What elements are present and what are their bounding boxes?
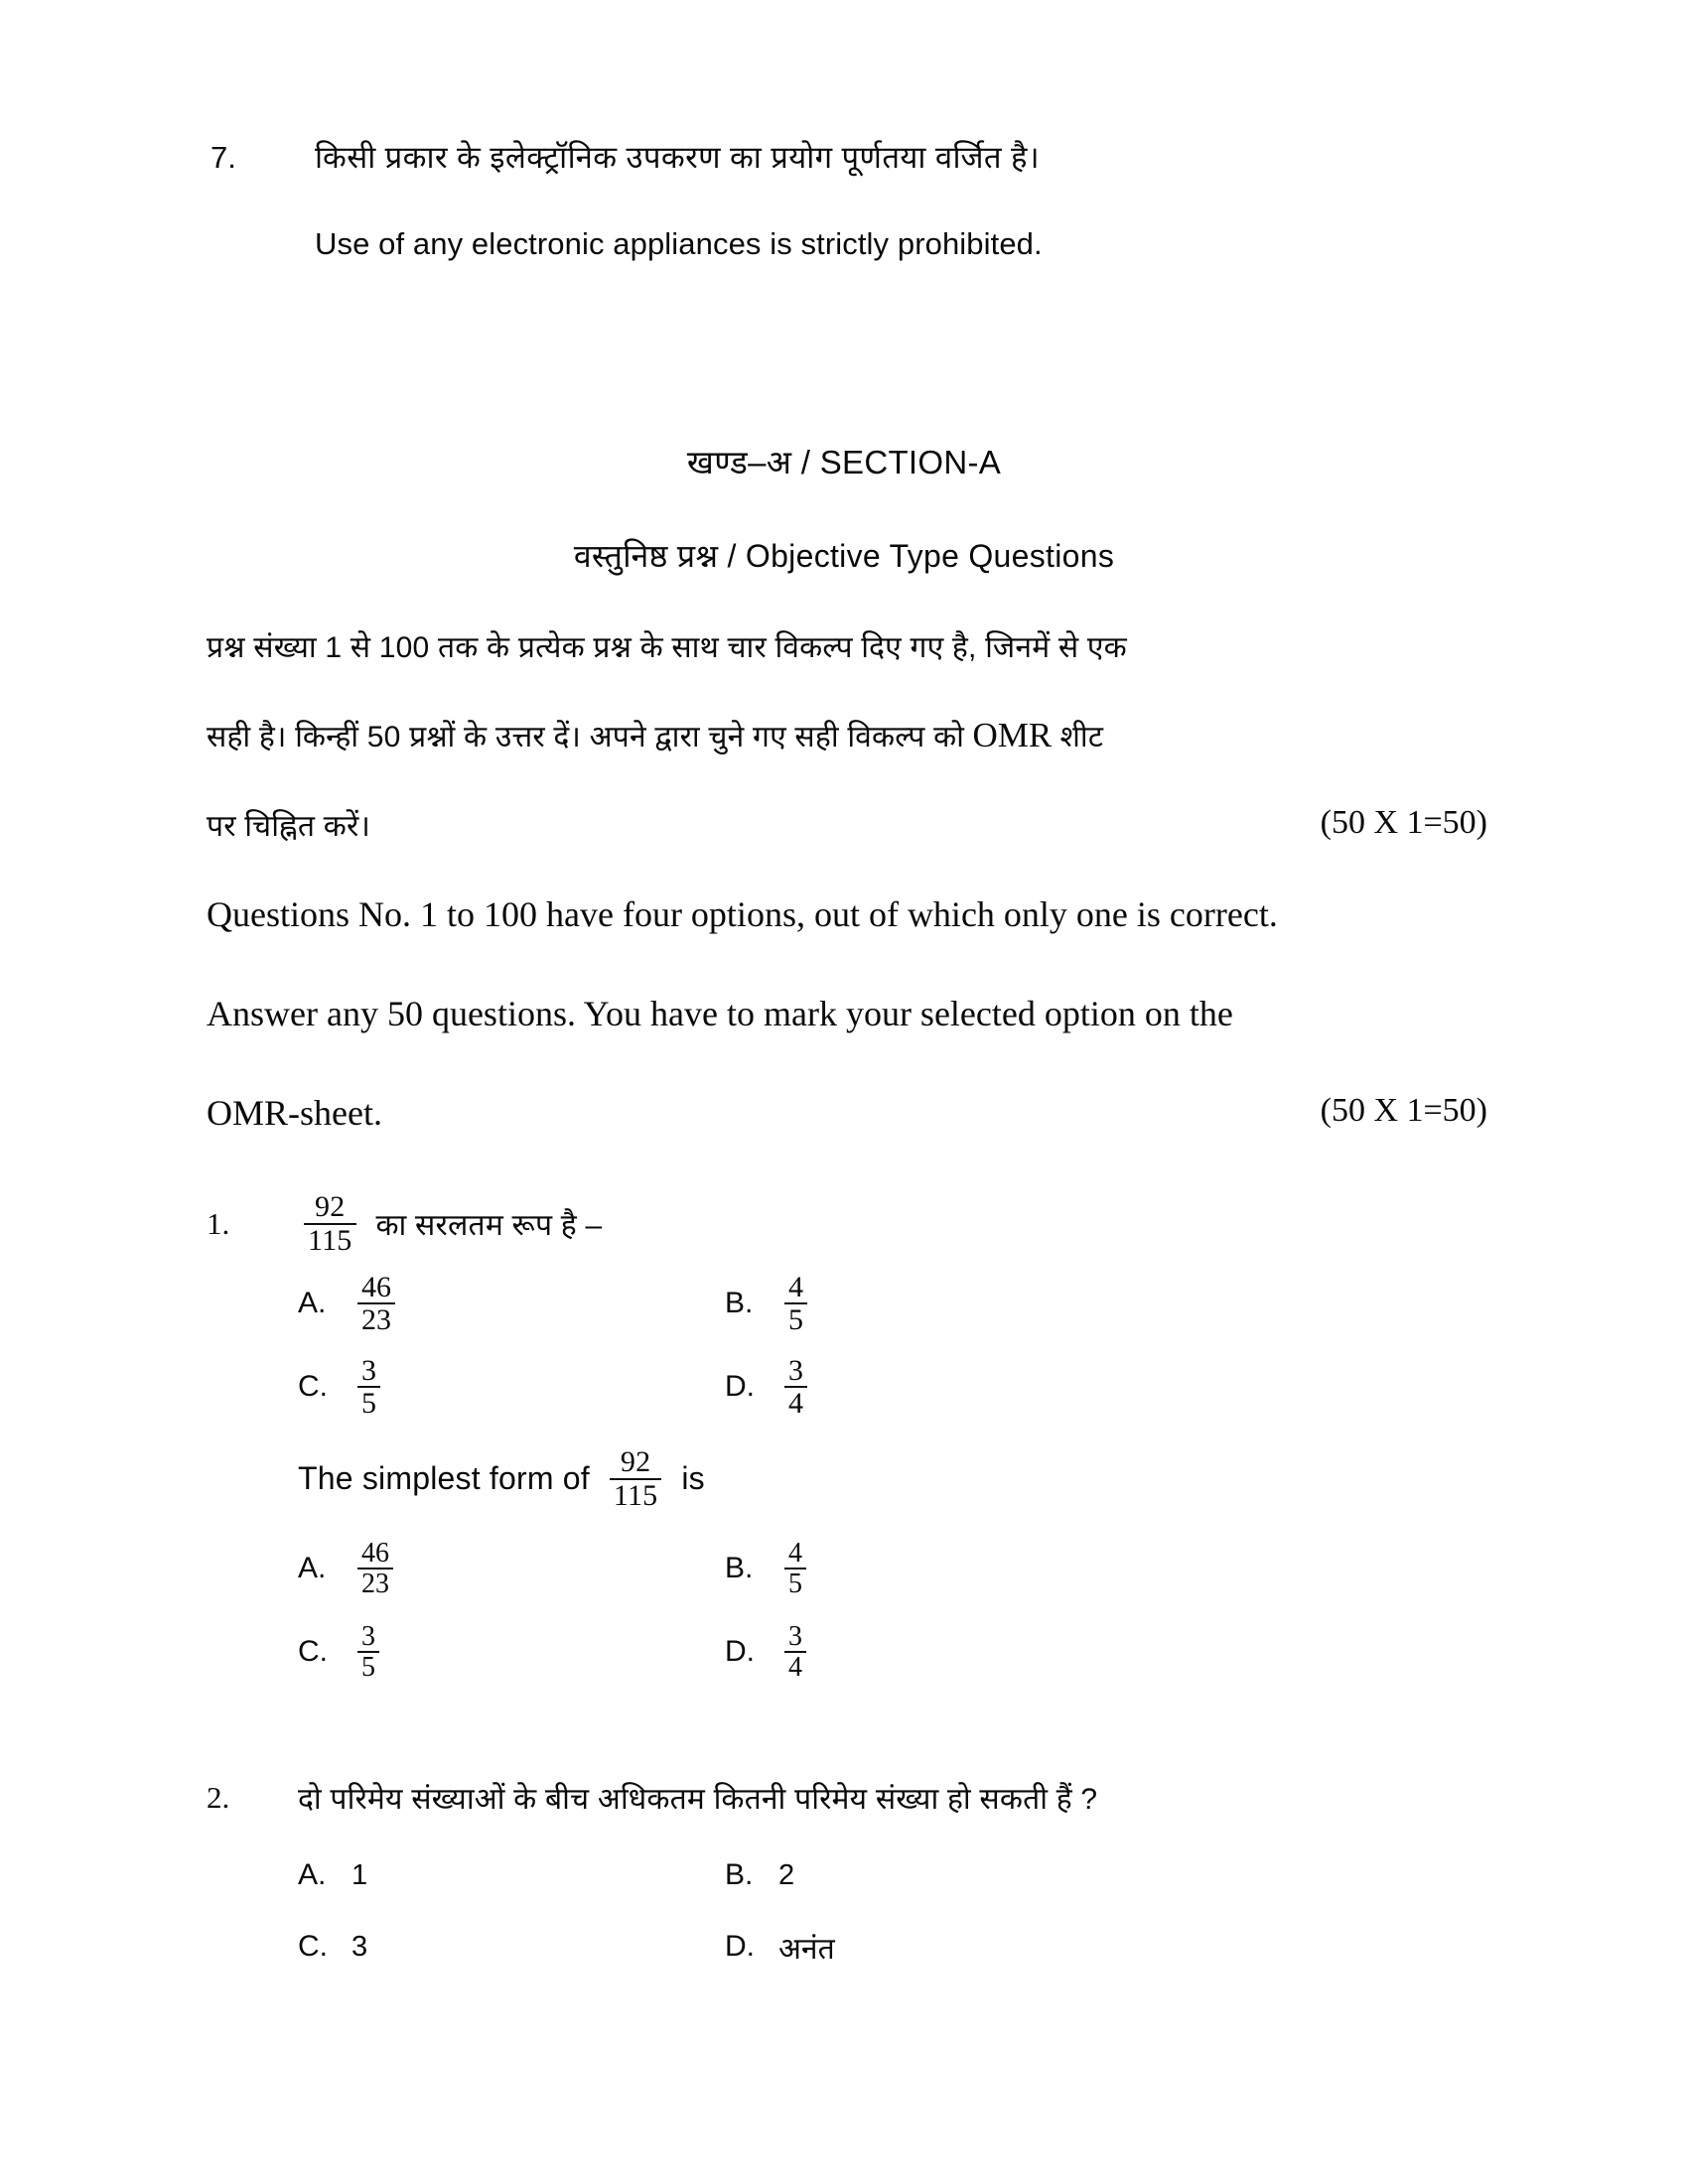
rule-7-english-text: Use of any electronic appliances is strictly prohibited. bbox=[315, 225, 1043, 261]
fraction-numerator: 92 bbox=[315, 1190, 346, 1223]
fraction-denominator: 23 bbox=[357, 1568, 393, 1598]
option-b[interactable] bbox=[725, 1262, 1152, 1345]
english-instruction-marks: (50 X 1=50) bbox=[1320, 1092, 1487, 1129]
option-d-label: D. bbox=[725, 1370, 755, 1403]
option-a[interactable] bbox=[298, 1840, 725, 1911]
fraction-numerator: 4 bbox=[788, 1270, 803, 1303]
question-2-hindi-text: दो परिमेय संख्याओं के बीच अधिकतम कितनी परिमेय संख्या हो सकती हैं ? bbox=[298, 1783, 1098, 1816]
question-1-hindi-options bbox=[298, 1262, 1497, 1429]
option-a-fraction bbox=[357, 1539, 393, 1599]
hindi-instruction-line-2 bbox=[207, 715, 1487, 804]
question-1-number: 1. bbox=[207, 1205, 230, 1241]
option-a-label: A. bbox=[298, 1552, 327, 1584]
option-d-fraction bbox=[784, 1622, 806, 1683]
english-instruction-line-2 bbox=[207, 993, 1487, 1092]
hindi-instruction-line-2-text-a: सही है। किन्हीं 50 प्रश्नों के उत्तर दें। अपने द्वारा चुने गए सही विकल्प को bbox=[207, 721, 965, 753]
fraction-numerator: 3 bbox=[361, 1620, 375, 1652]
question-1-hindi-suffix: का सरलतम रूप है – bbox=[375, 1209, 603, 1242]
english-instruction-line-1-text: Questions No. 1 to 100 have four options, out of which only one is correct. bbox=[207, 894, 1278, 934]
option-b[interactable] bbox=[725, 1527, 1152, 1610]
hindi-instruction-line-2-text-b: शीट bbox=[1059, 721, 1104, 753]
option-a-fraction bbox=[357, 1272, 395, 1336]
option-d[interactable] bbox=[725, 1911, 1152, 1982]
fraction-denominator: 4 bbox=[784, 1651, 806, 1682]
option-b-fraction bbox=[784, 1539, 806, 1599]
fraction-denominator: 5 bbox=[357, 1386, 380, 1420]
option-b-label: B. bbox=[725, 1287, 754, 1319]
english-instructions bbox=[207, 893, 1487, 1191]
fraction-denominator: 115 bbox=[610, 1478, 662, 1512]
option-b-label: B. bbox=[725, 1858, 754, 1891]
option-c[interactable] bbox=[298, 1610, 725, 1694]
fraction-denominator: 4 bbox=[784, 1386, 807, 1420]
hindi-instruction-line-3-text: पर चिह्नित करें। bbox=[207, 810, 371, 843]
option-c-value: 3 bbox=[352, 1930, 368, 1963]
question-1-english-suffix: is bbox=[681, 1460, 705, 1496]
hindi-instruction-line-1-text: प्रश्न संख्या 1 से 100 तक के प्रत्येक प्रश्न के साथ चार विकल्प दिए गए है, जिनमें से एक bbox=[207, 631, 1127, 664]
option-d-label: D. bbox=[725, 1930, 755, 1963]
option-c-fraction bbox=[357, 1355, 380, 1420]
option-c-label: C. bbox=[298, 1930, 328, 1963]
option-a-label: A. bbox=[298, 1858, 327, 1891]
question-1-hindi-fraction bbox=[304, 1191, 356, 1256]
question-1-english-text bbox=[298, 1446, 705, 1511]
option-c[interactable] bbox=[298, 1345, 725, 1429]
question-2-hindi-options bbox=[298, 1840, 1497, 1982]
rule-7-number: 7. bbox=[211, 140, 236, 175]
question-1-hindi-stem bbox=[207, 1191, 1497, 1256]
option-b-value: 2 bbox=[778, 1858, 795, 1891]
fraction-denominator: 115 bbox=[304, 1223, 356, 1257]
rule-7-hindi-row bbox=[211, 139, 1491, 178]
option-d[interactable] bbox=[725, 1345, 1152, 1429]
option-a[interactable] bbox=[298, 1527, 725, 1610]
fraction-numerator: 46 bbox=[361, 1270, 391, 1303]
question-2-number: 2. bbox=[207, 1779, 230, 1815]
option-c-label: C. bbox=[298, 1370, 328, 1403]
option-c-fraction bbox=[357, 1622, 379, 1683]
question-2 bbox=[207, 1777, 1497, 1982]
fraction-numerator: 3 bbox=[788, 1620, 802, 1652]
hindi-instruction-line-3 bbox=[207, 804, 1487, 893]
fraction-numerator: 3 bbox=[361, 1353, 376, 1387]
question-1-hindi-text bbox=[298, 1191, 602, 1256]
english-instruction-line-1 bbox=[207, 893, 1487, 993]
option-d-label: D. bbox=[725, 1635, 755, 1668]
option-a-label: A. bbox=[298, 1287, 327, 1319]
question-1-english-stem bbox=[207, 1446, 1497, 1511]
rule-7-hindi-text: किसी प्रकार के इलेक्ट्रॉनिक उपकरण का प्रयोग पूर्णतया वर्जित है। bbox=[315, 140, 1041, 175]
fraction-numerator: 46 bbox=[361, 1537, 389, 1569]
question-1-english-fraction bbox=[610, 1446, 662, 1511]
question-1-english-options bbox=[298, 1527, 1497, 1694]
option-c[interactable] bbox=[298, 1911, 725, 1982]
question-1 bbox=[207, 1191, 1497, 1694]
objective-type-heading: वस्तुनिष्ठ प्रश्न / Objective Type Questions bbox=[573, 538, 1115, 574]
fraction-denominator: 5 bbox=[784, 1302, 807, 1336]
hindi-instructions bbox=[207, 625, 1487, 893]
option-b[interactable] bbox=[725, 1840, 1152, 1911]
english-instruction-line-3 bbox=[207, 1092, 1487, 1191]
section-a-heading: खण्ड–अ / SECTION-A bbox=[686, 444, 1002, 480]
fraction-numerator: 92 bbox=[620, 1445, 651, 1478]
fraction-denominator: 5 bbox=[357, 1651, 379, 1682]
option-d[interactable] bbox=[725, 1610, 1152, 1694]
fraction-denominator: 23 bbox=[357, 1302, 395, 1336]
fraction-numerator: 3 bbox=[788, 1353, 803, 1387]
hindi-instruction-marks: (50 X 1=50) bbox=[1320, 804, 1487, 841]
option-b-fraction bbox=[784, 1272, 807, 1336]
option-d-value: अनंत bbox=[778, 1932, 835, 1966]
question-2-hindi-stem bbox=[207, 1777, 1497, 1818]
english-instruction-line-2-text: Answer any 50 questions. You have to mark your selected option on the bbox=[207, 994, 1233, 1033]
option-a-value: 1 bbox=[352, 1858, 368, 1891]
english-instruction-line-3-text: OMR-sheet. bbox=[207, 1093, 382, 1133]
option-c-label: C. bbox=[298, 1635, 328, 1668]
fraction-denominator: 5 bbox=[784, 1568, 806, 1598]
question-1-english-prefix: The simplest form of bbox=[298, 1460, 590, 1496]
hindi-instruction-omr-label: OMR bbox=[972, 716, 1053, 754]
option-a[interactable] bbox=[298, 1262, 725, 1345]
fraction-numerator: 4 bbox=[788, 1537, 802, 1569]
option-d-fraction bbox=[784, 1355, 807, 1420]
option-b-label: B. bbox=[725, 1552, 754, 1584]
hindi-instruction-line-1 bbox=[207, 625, 1487, 715]
instruction-rule-7 bbox=[211, 139, 1491, 264]
